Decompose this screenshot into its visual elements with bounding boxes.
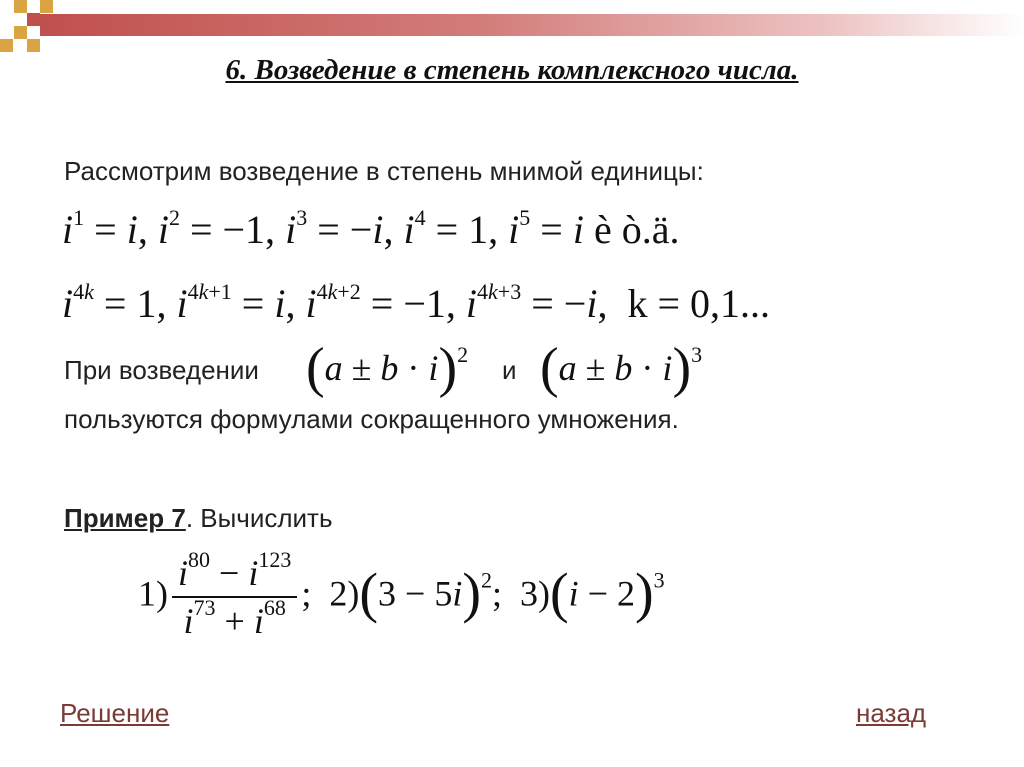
intro-text: Рассмотрим возведение в степень мнимой единицы: <box>64 156 704 186</box>
exercise-1-fraction: $\frac{i^{80} - i^{123}}{i^{73} + i^{68}}$ <box>172 550 297 644</box>
banner-square <box>40 0 53 13</box>
exercise-list: 1) $\frac{i^{80} - i^{123}}{i^{73} + i^{68}}$ ; $2)(3 - 5i)^2$; $3)(i - 2)^3$ <box>138 550 665 644</box>
example-label: Пример 7 <box>64 503 186 533</box>
banner-square <box>14 0 27 13</box>
formulas-text: пользуются формулами сокращенного умножения. <box>64 404 679 434</box>
banner-square <box>14 26 27 39</box>
exercise-2-label: 2) <box>329 573 360 614</box>
example-heading <box>64 503 333 534</box>
example-rest: . Вычислить <box>185 503 333 533</box>
formula-general-powers: $i^{4k} = 1$, $i^{4k+1} = i$, $i^{4k+2} = -1$, $i^{4k+3} = -i$, k = 0,1... <box>62 279 771 326</box>
exercise-3-label: 3) <box>520 573 551 614</box>
formula-square: $(a \pm b \cdot i)^2$ <box>306 337 469 399</box>
page-title: 6. Возведение в степень комплексного числа. <box>225 54 799 86</box>
banner-gradient-bar <box>40 14 1024 36</box>
k-range: k = 0,1... <box>627 281 771 326</box>
formula-tail: è ò.ä. <box>593 207 680 252</box>
solution-link[interactable]: Решение <box>60 698 170 728</box>
and-text: и <box>502 355 517 385</box>
back-link[interactable]: назад <box>856 698 927 728</box>
banner-square <box>27 39 40 52</box>
raising-text: При возведении <box>64 355 259 385</box>
exercise-1-label: 1) <box>138 573 168 614</box>
banner-square <box>27 13 40 26</box>
formula-powers-of-i: $i^1 = i$, $i^2 = -1$, $i^3 = -i$, $i^4 = 1$, $i^5 = i$ è ò.ä. <box>62 205 680 252</box>
formula-cube: $(a \pm b \cdot i)^3$ <box>540 337 703 399</box>
banner-square <box>0 39 13 52</box>
title-banner <box>0 0 1024 50</box>
